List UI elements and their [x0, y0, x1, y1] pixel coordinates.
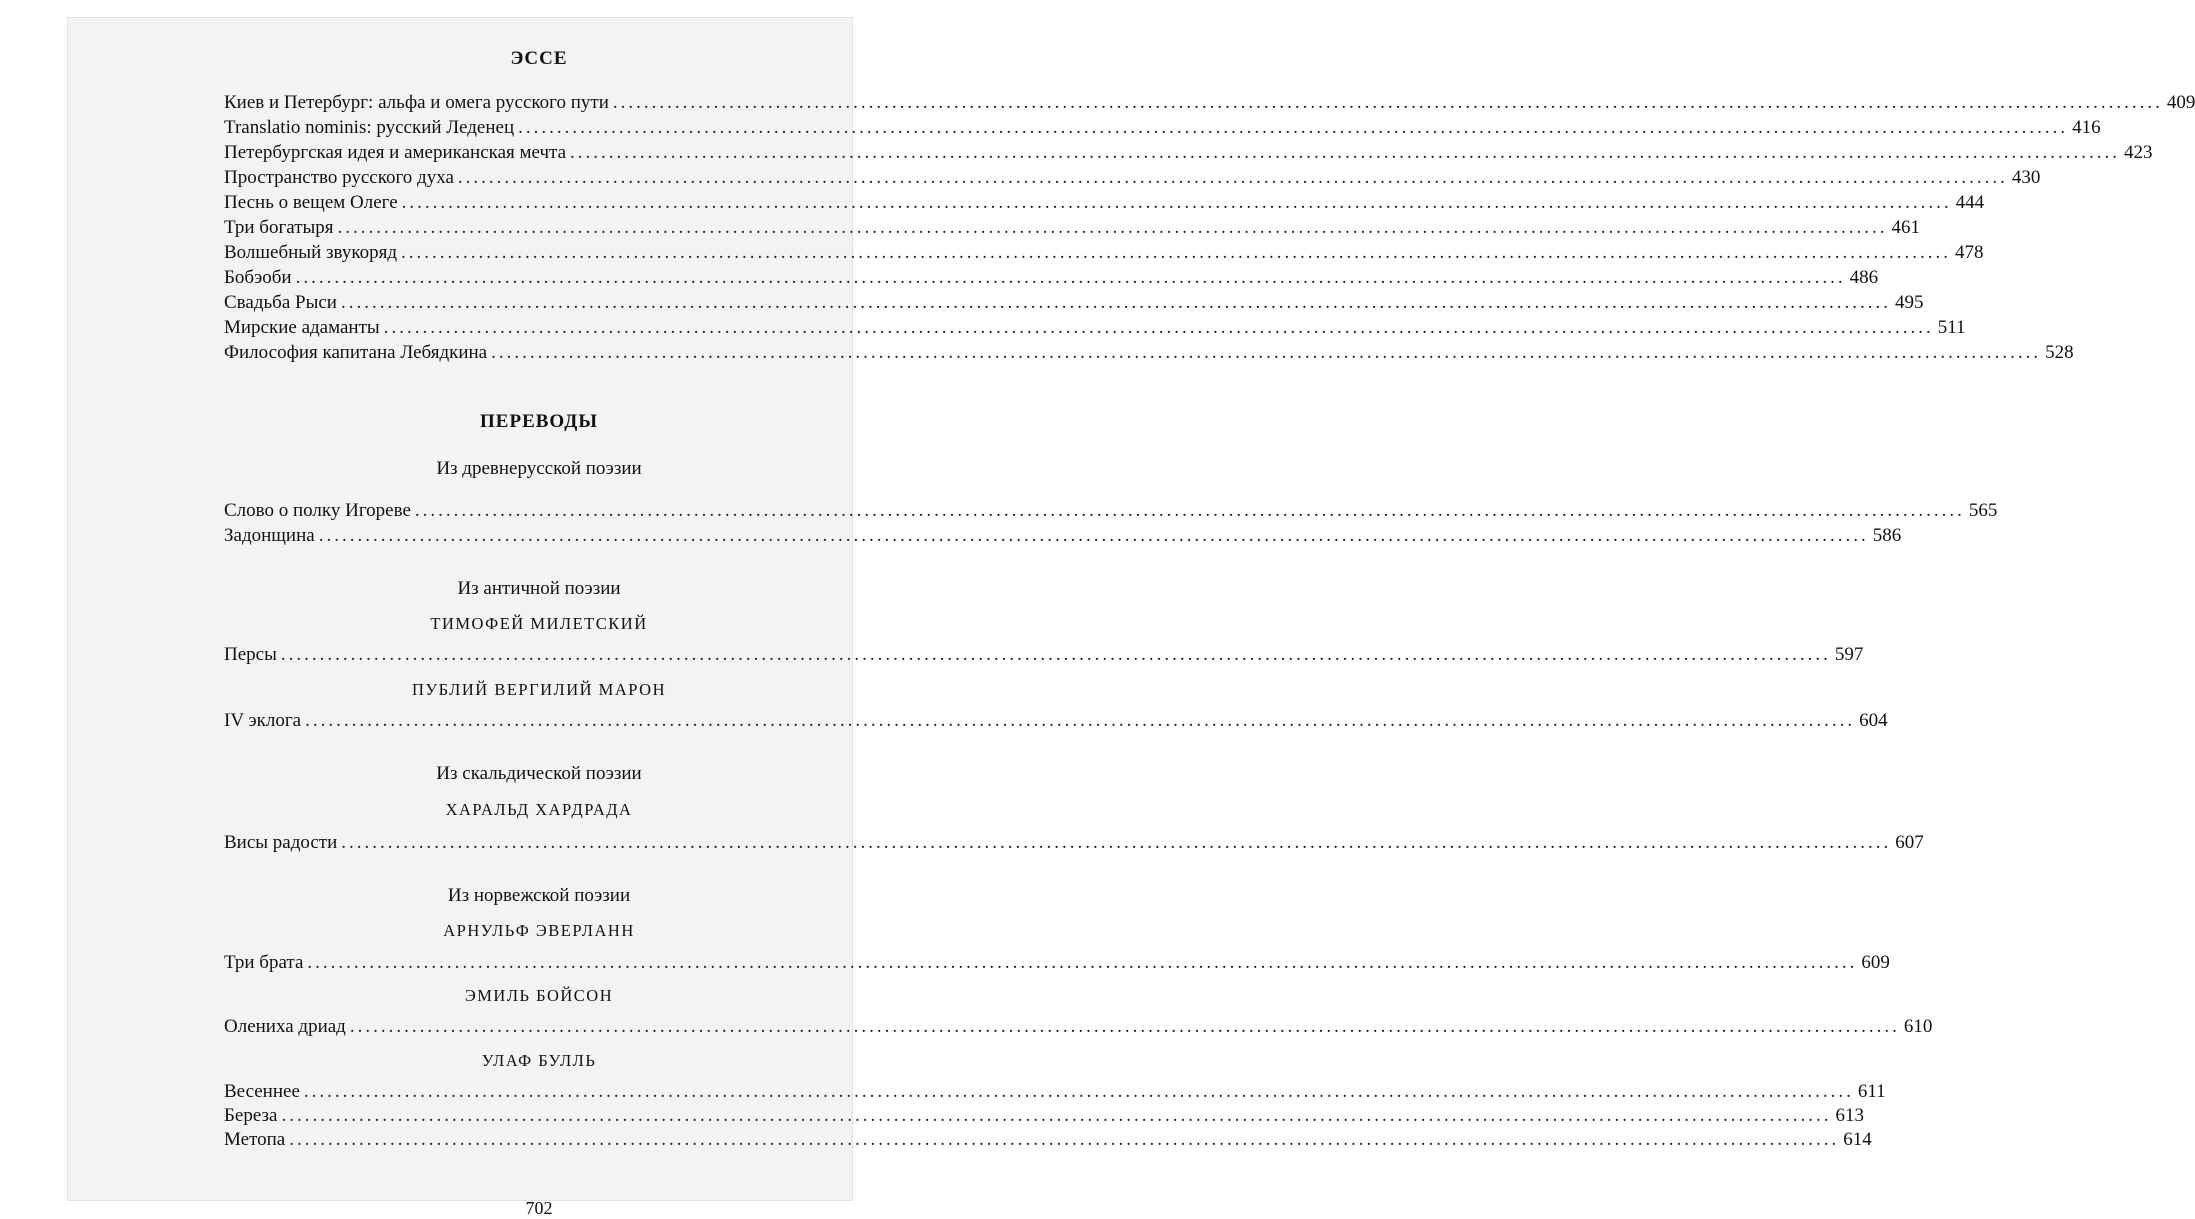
toc-entry [224, 642, 1864, 668]
toc-entry-title: Слово о полку Игореве [224, 500, 411, 521]
dot-leader: ........................................................................................................................................................................................................ [295, 267, 1846, 288]
toc-entry-title: Висы радости [224, 832, 338, 853]
toc-entry [224, 90, 2195, 116]
toc-entry [224, 1014, 1933, 1040]
toc-entry-title: Береза [224, 1105, 278, 1126]
toc-entry [224, 950, 1890, 976]
dot-leader: ........................................................................................................................................................................................................ [457, 167, 2008, 188]
dot-leader: ........................................................................................................................................................................................................ [612, 92, 2163, 113]
toc-entry-page: 416 [2072, 117, 2101, 138]
subsection-heading: Из античной поэзии [457, 578, 621, 599]
toc-entry [224, 498, 1998, 524]
page-number: 702 [525, 1198, 553, 1218]
toc-entry [224, 165, 2041, 191]
dot-leader: ........................................................................................................................................................................................................ [303, 1081, 1854, 1102]
toc-entry [224, 240, 1984, 266]
toc-entry-page: 478 [1955, 242, 1984, 263]
dot-leader: ........................................................................................................................................................................................................ [318, 525, 1869, 546]
section-title-translations: ПЕРЕВОДЫ [480, 411, 598, 432]
author-heading: АРНУЛЬФ ЭВЕРЛАНН [443, 921, 635, 940]
toc-entry-page: 486 [1849, 267, 1879, 288]
toc-entry-title: Философия капитана Лебядкина [224, 342, 488, 363]
toc-entry-page: 461 [1891, 217, 1921, 238]
toc-entry [224, 830, 1924, 856]
toc-entry-page: 430 [2011, 167, 2041, 188]
dot-leader: ........................................................................................................................................................................................................ [570, 142, 2121, 163]
toc-entry [224, 523, 1902, 549]
author-heading: ЭМИЛЬ БОЙСОН [464, 986, 614, 1005]
toc-entry-page: 610 [1903, 1016, 1933, 1037]
dot-leader: ........................................................................................................................................................................................................ [281, 1105, 1832, 1126]
toc-entry-page: 528 [2045, 342, 2074, 363]
toc-entry [224, 1127, 1872, 1153]
toc-entry-title: Пространство русского духа [224, 167, 454, 188]
toc-entry [224, 290, 1924, 316]
toc-entry [224, 115, 2101, 141]
toc-entry-title: Персы [224, 644, 277, 665]
dot-leader: ........................................................................................................................................................................................................ [383, 317, 1934, 338]
toc-entry-page: 565 [1968, 500, 1998, 521]
dot-leader: ........................................................................................................................................................................................................ [401, 242, 1951, 263]
dot-leader: ........................................................................................................................................................................................................ [340, 292, 1891, 313]
author-heading: ТИМОФЕЙ МИЛЕТСКИЙ [430, 614, 648, 633]
toc-entry [224, 265, 1879, 291]
toc-entry-page: 586 [1872, 525, 1902, 546]
toc-entry-page: 511 [1937, 317, 1966, 338]
author-heading: УЛАФ БУЛЛЬ [481, 1051, 597, 1070]
toc-entry-title: Задонщина [224, 525, 315, 546]
toc-entry [224, 140, 2153, 166]
toc-entry-title: Киев и Петербург: альфа и омега русского пути [224, 92, 609, 113]
dot-leader: ........................................................................................................................................................................................................ [341, 832, 1892, 853]
toc-entry-title: IV эклога [224, 710, 302, 731]
toc-entry-page: 611 [1857, 1081, 1886, 1102]
dot-leader: ........................................................................................................................................................................................................ [280, 644, 1831, 665]
dot-leader: ........................................................................................................................................................................................................ [305, 710, 1856, 731]
toc-entry [224, 1103, 1864, 1129]
toc-entry-page: 495 [1894, 292, 1924, 313]
toc-entry [224, 215, 1921, 241]
toc-entry-page: 614 [1843, 1129, 1872, 1150]
toc-entry-title: Translatio nominis: русский Леденец [224, 117, 515, 138]
toc-entry [224, 708, 1888, 734]
toc-entry-page: 609 [1861, 952, 1890, 973]
author-heading: ПУБЛИЙ ВЕРГИЛИЙ МАРОН [412, 680, 666, 699]
toc-entry-page: 597 [1834, 644, 1864, 665]
toc-entry-title: Мирские адаманты [224, 317, 380, 338]
subsection-heading: Из скальдической поэзии [436, 763, 642, 784]
author-heading: ХАРАЛЬД ХАРДРАДА [445, 800, 633, 819]
toc-entry-title: Метопа [224, 1129, 286, 1150]
dot-leader: ........................................................................................................................................................................................................ [491, 342, 2042, 363]
dot-leader: ........................................................................................................................................................................................................ [401, 192, 1952, 213]
toc-entry-page: 444 [1955, 192, 1985, 213]
toc-entry-title: Три брата [224, 952, 304, 973]
toc-entry [224, 315, 1966, 341]
book-page [68, 18, 2195, 1218]
toc-entry-title: Олениха дриад [224, 1016, 346, 1037]
toc-entry-title: Песнь о вещем Олеге [224, 192, 398, 213]
subsection-heading: Из норвежской поэзии [447, 885, 631, 906]
dot-leader: ........................................................................................................................................................................................................ [518, 117, 2069, 138]
toc-entry-page: 604 [1859, 710, 1888, 731]
dot-leader: ........................................................................................................................................................................................................ [337, 217, 1888, 238]
section-title-essays: ЭССЕ [510, 48, 568, 69]
toc-entry-title: Свадьба Рыси [224, 292, 337, 313]
toc-entry-title: Три богатыря [224, 217, 334, 238]
toc-entry-page: 409 [2166, 92, 2195, 113]
toc-entry [224, 340, 2074, 366]
toc-entry-title: Волшебный звукоряд [224, 242, 397, 263]
dot-leader: ........................................................................................................................................................................................................ [289, 1129, 1840, 1150]
dot-leader: ........................................................................................................................................................................................................ [349, 1016, 1900, 1037]
toc-entry-page: 613 [1835, 1105, 1864, 1126]
toc-entry [224, 1079, 1886, 1105]
toc-entry-page: 423 [2124, 142, 2153, 163]
toc-entry-page: 607 [1895, 832, 1924, 853]
subsection-heading: Из древнерусской поэзии [436, 458, 642, 479]
dot-leader: ........................................................................................................................................................................................................ [414, 500, 1965, 521]
toc-entry [224, 190, 1985, 216]
toc-entry-title: Петербургская идея и американская мечта [224, 142, 567, 163]
toc-entry-title: Бобэоби [224, 267, 292, 288]
dot-leader: ........................................................................................................................................................................................................ [307, 952, 1858, 973]
toc-entry-title: Весеннее [224, 1081, 300, 1102]
